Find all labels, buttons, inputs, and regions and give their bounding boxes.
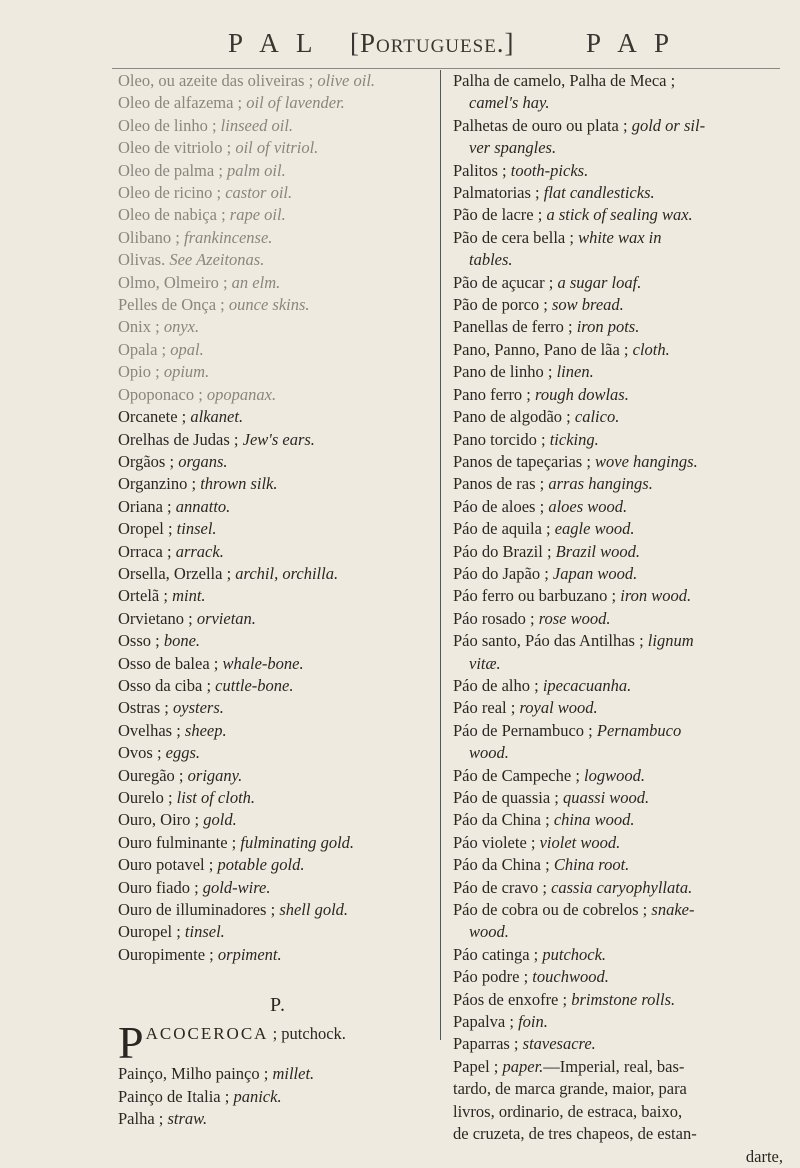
entry-translation: fulminating gold. <box>240 832 355 852</box>
entry-term: Orgãos ; <box>118 451 179 471</box>
entry-translation: palm oil. <box>227 160 286 180</box>
dictionary-entry <box>453 944 783 966</box>
entry-term: Páo de aloes ; <box>453 496 549 516</box>
dictionary-entry <box>453 877 783 899</box>
dictionary-entry <box>453 608 783 630</box>
entry-term: Ovelhas ; <box>118 720 185 740</box>
entry-term: Ostras ; <box>118 698 173 718</box>
entry-term: Páo ferro ou barbuzano ; <box>453 586 621 606</box>
entry-term: Oleo de alfazema ; <box>118 93 247 113</box>
first-p-entry <box>118 1017 438 1069</box>
entry-translation: panick. <box>233 1086 282 1106</box>
entry-translation: alkanet. <box>190 407 244 427</box>
dictionary-entry <box>453 809 783 831</box>
dictionary-entry <box>118 608 438 630</box>
entry-translation: ipecacuanha. <box>542 675 632 695</box>
entry-translation: royal wood. <box>519 698 598 718</box>
entry-translation: linen. <box>556 362 594 382</box>
entry-term: Onix ; <box>118 317 164 337</box>
entry-translation: foin. <box>518 1012 548 1032</box>
entry-translation: sow bread. <box>551 295 624 315</box>
entry-term: Ortelã ; <box>118 586 173 606</box>
entry-translation: bone. <box>163 631 201 651</box>
entry-translation: annatto. <box>175 496 231 516</box>
entry-term: Pano ferro ; <box>453 384 536 404</box>
entry-translation: ounce skins. <box>228 295 310 315</box>
entry-translation: a stick of sealing wax. <box>546 205 693 225</box>
dictionary-entry <box>118 137 438 159</box>
papel-line: darte, <box>745 1146 783 1166</box>
entry-translation: orpiment. <box>217 944 282 964</box>
entry-term: Pelles de Onça ; <box>118 295 229 315</box>
left-column <box>118 70 438 1130</box>
entry-translation: lignum <box>647 631 694 651</box>
entry-term: Oropel ; <box>118 519 177 539</box>
header-right: P A P <box>586 28 676 58</box>
papel-head: Papel ; <box>453 1056 503 1076</box>
entry-translation: camel's hay. <box>469 93 550 113</box>
entry-translation: touchwood. <box>532 967 609 987</box>
entry-translation: linseed oil. <box>220 115 294 135</box>
entry-term: Panos de ras ; <box>453 474 549 494</box>
entry-translation: aloes wood. <box>548 496 628 516</box>
dictionary-entry <box>453 473 783 495</box>
dictionary-entry <box>118 272 438 294</box>
entry-term: Ouregão ; <box>118 765 188 785</box>
entry-translation: Jew's ears. <box>242 429 315 449</box>
entry-translation: gold-wire. <box>202 877 271 897</box>
entry-term: Opio ; <box>118 362 164 382</box>
header-left: P A L <box>228 28 319 58</box>
papel-line: livros, ordinario, de estraca, baixo, <box>453 1101 683 1121</box>
entry-translation: ver spangles. <box>469 138 557 158</box>
entry-term: Palhetas de ouro ou plata ; <box>453 115 632 135</box>
dictionary-entry <box>453 160 783 182</box>
dictionary-entry <box>453 966 783 988</box>
first-p-translation: putchock. <box>281 1024 346 1044</box>
dictionary-entry <box>118 675 438 697</box>
entry-term: Orraca ; <box>118 541 176 561</box>
entry-term: Páo de quassia ; <box>453 788 563 807</box>
entry-term: Páo violete ; <box>453 832 540 852</box>
dictionary-entry <box>118 563 438 585</box>
papel-line: tardo, de marca grande, maior, para <box>453 1079 687 1099</box>
entry-translation: rape oil. <box>229 205 286 225</box>
dictionary-entry <box>453 115 783 137</box>
dictionary-entry <box>118 697 438 719</box>
entry-term: Páo rosado ; <box>453 608 539 628</box>
entry-term: Páo de cobra ou de cobrelos ; <box>453 900 652 920</box>
entry-term: Olibano ; <box>118 227 184 247</box>
entry-term: Ouro fiado ; <box>118 877 203 897</box>
entry-translation: arrack. <box>175 541 224 561</box>
dictionary-entry <box>453 921 783 943</box>
entry-translation: tinsel. <box>184 922 225 942</box>
entry-term: Pão de porco ; <box>453 295 552 315</box>
entry-term: Páo santo, Páo das Antilhas ; <box>453 631 648 651</box>
entry-term: Opala ; <box>118 339 171 359</box>
entry-translation: quassi wood. <box>562 788 650 807</box>
entry-term: Osso ; <box>118 631 164 651</box>
entry-translation: vitæ. <box>469 653 501 673</box>
dictionary-entry <box>453 1011 783 1033</box>
dictionary-entry <box>453 361 783 383</box>
entry-translation: thrown silk. <box>200 474 278 494</box>
dictionary-entry <box>118 877 438 899</box>
dictionary-entry <box>453 406 783 428</box>
entry-translation: oil of vitriol. <box>235 138 319 158</box>
dictionary-entry <box>453 720 783 742</box>
entry-term: Palha ; <box>118 1109 168 1129</box>
section-letter-p: P. <box>270 994 286 1017</box>
entry-translation: whale-bone. <box>222 653 304 673</box>
dictionary-entry <box>453 92 783 114</box>
p-rest-entries <box>118 1063 438 1130</box>
entry-translation: iron wood. <box>620 586 692 606</box>
dictionary-entry <box>453 384 783 406</box>
entry-translation: a sugar loaf. <box>557 272 642 292</box>
dictionary-entry <box>118 92 438 114</box>
entry-translation: cloth. <box>632 339 670 359</box>
entry-translation: list of cloth. <box>176 788 256 807</box>
entry-term: Painço, Milho painço ; <box>118 1064 273 1084</box>
entry-translation: an elm. <box>231 272 281 292</box>
entry-translation: logwood. <box>584 765 646 785</box>
entry-term: Oriana ; <box>118 496 176 516</box>
dictionary-entry <box>118 1063 438 1085</box>
dictionary-entry <box>118 473 438 495</box>
entry-term: Pão de cera bella ; <box>453 227 579 247</box>
entry-term: Opoponaco ; <box>118 384 207 404</box>
entry-translation: China root. <box>553 855 630 875</box>
entry-term: Panos de tapeçarias ; <box>453 451 596 471</box>
entry-term: Pano de linho ; <box>453 362 557 382</box>
dictionary-entry <box>118 294 438 316</box>
right-entries <box>453 70 783 1056</box>
entry-translation: shell gold. <box>279 900 349 920</box>
entry-term: Oleo de linho ; <box>118 115 221 135</box>
entry-term: Orcanete ; <box>118 407 191 427</box>
dictionary-entry <box>118 653 438 675</box>
dictionary-entry <box>118 406 438 428</box>
header-rule <box>112 68 780 69</box>
entry-term: Ovos ; <box>118 743 166 763</box>
dictionary-entry <box>453 137 783 159</box>
entry-translation: iron pots. <box>576 317 640 337</box>
dictionary-entry <box>453 787 783 809</box>
entry-term: Páo real ; <box>453 698 520 718</box>
entry-term: Ouro de illuminadores ; <box>118 900 280 920</box>
dictionary-entry <box>453 675 783 697</box>
left-entries <box>118 70 438 966</box>
entry-translation: wood. <box>469 743 509 763</box>
entry-translation: Brazil wood. <box>555 541 641 561</box>
entry-translation: gold. <box>203 810 237 830</box>
dictionary-entry <box>118 182 438 204</box>
dictionary-entry <box>118 742 438 764</box>
dictionary-entry <box>453 989 783 1011</box>
dictionary-entry <box>118 227 438 249</box>
entry-term: Palmatorias ; <box>453 183 544 203</box>
dictionary-entry <box>453 541 783 563</box>
entry-translation: calico. <box>574 407 620 427</box>
entry-term: Organzino ; <box>118 474 201 494</box>
entry-translation: Pernambuco <box>596 720 682 740</box>
dictionary-entry <box>118 899 438 921</box>
entry-term: Páo do Japão ; <box>453 563 553 583</box>
entry-translation: sheep. <box>184 720 227 740</box>
entry-term: Oleo de nabiça ; <box>118 205 230 225</box>
entry-term: Palitos ; <box>453 160 511 180</box>
entry-translation: brimstone rolls. <box>571 989 676 1009</box>
entry-translation: flat candlesticks. <box>543 183 655 203</box>
dictionary-entry <box>118 451 438 473</box>
entry-translation: millet. <box>272 1064 315 1084</box>
entry-term: Ouro potavel ; <box>118 855 218 875</box>
dictionary-entry <box>453 585 783 607</box>
dictionary-entry <box>118 720 438 742</box>
dictionary-entry <box>118 541 438 563</box>
entry-term: Ouropel ; <box>118 922 185 942</box>
entry-term: Olivas. <box>118 250 170 270</box>
entry-term: Pão de açucar ; <box>453 272 558 292</box>
dictionary-entry <box>118 316 438 338</box>
papel-translation: paper. <box>502 1056 544 1076</box>
dictionary-entry <box>118 630 438 652</box>
dictionary-entry <box>118 496 438 518</box>
entry-term: Páo de alho ; <box>453 675 543 695</box>
dictionary-entry <box>118 1108 438 1130</box>
page-header <box>0 28 800 68</box>
dictionary-entry <box>453 70 783 92</box>
entry-term: Painço de Italia ; <box>118 1086 234 1106</box>
dictionary-entry <box>453 316 783 338</box>
dictionary-entry <box>453 294 783 316</box>
dictionary-entry <box>453 697 783 719</box>
dictionary-entry <box>118 361 438 383</box>
dictionary-entry <box>118 854 438 876</box>
entry-translation: opal. <box>170 339 204 359</box>
entry-translation: potable gold. <box>217 855 305 875</box>
entry-translation: origany. <box>187 765 243 785</box>
header-middle: [Portuguese.] <box>350 28 515 58</box>
entry-translation: olive oil. <box>317 71 376 90</box>
dictionary-entry <box>453 765 783 787</box>
entry-translation: arras hangings. <box>548 474 653 494</box>
entry-term: Páo do Brazil ; <box>453 541 556 561</box>
entry-translation: eggs. <box>165 743 201 763</box>
entry-translation: violet wood. <box>539 832 621 852</box>
entry-translation: wove hangings. <box>595 451 698 471</box>
entry-term: Pano de algodão ; <box>453 407 575 427</box>
entry-translation: stavesacre. <box>522 1034 596 1054</box>
entry-term: Páo de aquila ; <box>453 519 555 539</box>
dictionary-entry <box>118 339 438 361</box>
entry-translation: rough dowlas. <box>535 384 629 404</box>
entry-translation: See Azeitonas. <box>169 250 265 270</box>
dictionary-entry <box>118 70 438 92</box>
papel-entry <box>453 1056 783 1078</box>
first-p-term: ACOCEROCA <box>145 1024 269 1044</box>
entry-translation: straw. <box>167 1109 208 1129</box>
entry-term: Páo da China ; <box>453 810 554 830</box>
dictionary-entry <box>453 854 783 876</box>
entry-term: Pano torcido ; <box>453 429 550 449</box>
entry-term: Osso de balea ; <box>118 653 223 673</box>
entry-term: Orsella, Orzella ; <box>118 563 236 583</box>
entry-translation: tooth-picks. <box>510 160 589 180</box>
entry-translation: opium. <box>163 362 210 382</box>
entry-translation: mint. <box>172 586 206 606</box>
entry-term: Páo da China ; <box>453 855 554 875</box>
dictionary-entry <box>453 182 783 204</box>
entry-term: Páo de Pernambuco ; <box>453 720 597 740</box>
dictionary-entry <box>453 451 783 473</box>
dictionary-entry <box>118 518 438 540</box>
entry-term: Páo de Campeche ; <box>453 765 585 785</box>
dictionary-entry <box>118 429 438 451</box>
entry-translation: cuttle-bone. <box>215 675 294 695</box>
entry-term: Ouro, Oiro ; <box>118 810 204 830</box>
dictionary-entry <box>118 765 438 787</box>
dictionary-entry <box>118 115 438 137</box>
dictionary-entry <box>453 339 783 361</box>
dictionary-entry <box>453 204 783 226</box>
dictionary-entry <box>453 899 783 921</box>
dictionary-entry <box>453 249 783 271</box>
entry-translation: oysters. <box>173 698 224 718</box>
dictionary-entry <box>453 630 783 652</box>
entry-translation: tables. <box>469 250 513 270</box>
entry-translation: white wax in <box>578 227 662 247</box>
dictionary-entry <box>118 832 438 854</box>
dictionary-entry <box>118 249 438 271</box>
first-p-sep: ; <box>268 1024 282 1044</box>
entry-term: Páos de enxofre ; <box>453 989 572 1009</box>
entry-term: Ouro fulminante ; <box>118 832 241 852</box>
entry-translation: castor oil. <box>225 183 293 203</box>
entry-term: Pano, Panno, Pano de lãa ; <box>453 339 633 359</box>
entry-translation: cassia caryophyllata. <box>551 877 693 897</box>
papel-line: de cruzeta, de tres chapeos, de estan- <box>453 1124 697 1144</box>
entry-term: Paparras ; <box>453 1034 523 1054</box>
entry-translation: china wood. <box>553 810 635 830</box>
entry-translation: orvietan. <box>196 608 256 628</box>
dictionary-entry <box>118 787 438 809</box>
dictionary-entry <box>453 272 783 294</box>
entry-translation: ticking. <box>549 429 599 449</box>
entry-term: Oleo de palma ; <box>118 160 228 180</box>
dictionary-entry <box>453 653 783 675</box>
dictionary-entry <box>453 227 783 249</box>
entry-term: Ourelo ; <box>118 788 177 807</box>
dictionary-entry <box>118 944 438 966</box>
entry-term: Oleo de ricino ; <box>118 183 226 203</box>
entry-term: Oleo, ou azeite das oliveiras ; <box>118 71 318 90</box>
entry-translation: wood. <box>469 922 509 942</box>
entry-translation: organs. <box>178 451 228 471</box>
entry-term: Palha de camelo, Palha de Meca ; <box>453 71 676 90</box>
dictionary-entry <box>453 563 783 585</box>
papel-line-0: —Imperial, real, bas- <box>543 1056 685 1076</box>
entry-term: Olmo, Olmeiro ; <box>118 272 232 292</box>
entry-term: Páo podre ; <box>453 967 533 987</box>
dictionary-entry <box>118 160 438 182</box>
dictionary-entry <box>453 429 783 451</box>
entry-term: Páo de cravo ; <box>453 877 552 897</box>
entry-term: Páo catinga ; <box>453 944 543 964</box>
right-column <box>453 70 783 1168</box>
column-divider <box>440 70 441 1040</box>
dictionary-entry <box>118 921 438 943</box>
dictionary-entry <box>453 832 783 854</box>
entry-translation: rose wood. <box>538 608 611 628</box>
entry-translation: opopanax. <box>206 384 277 404</box>
entry-translation: Japan wood. <box>552 563 638 583</box>
dictionary-entry <box>118 204 438 226</box>
dictionary-entry <box>453 742 783 764</box>
entry-translation: archil, orchilla. <box>235 563 339 583</box>
entry-term: Osso da ciba ; <box>118 675 216 695</box>
entry-term: Oleo de vitriolo ; <box>118 138 236 158</box>
dictionary-entry <box>118 384 438 406</box>
entry-translation: tinsel. <box>176 519 217 539</box>
entry-translation: eagle wood. <box>554 519 635 539</box>
dictionary-entry <box>118 585 438 607</box>
entry-translation: onyx. <box>163 317 200 337</box>
drop-cap: P <box>118 1017 144 1069</box>
entry-translation: oil of lavender. <box>246 93 345 113</box>
entry-term: Panellas de ferro ; <box>453 317 577 337</box>
entry-translation: frankincense. <box>184 227 273 247</box>
dictionary-entry <box>453 496 783 518</box>
entry-term: Ouropimente ; <box>118 944 218 964</box>
entry-translation: snake- <box>651 900 695 920</box>
entry-translation: gold or sil- <box>631 115 706 135</box>
dictionary-entry <box>453 518 783 540</box>
entry-term: Papalva ; <box>453 1012 519 1032</box>
dictionary-entry <box>118 809 438 831</box>
entry-translation: putchock. <box>542 944 607 964</box>
entry-term: Pão de lacre ; <box>453 205 547 225</box>
entry-term: Orvietano ; <box>118 608 197 628</box>
entry-term: Orelhas de Judas ; <box>118 429 243 449</box>
dictionary-entry <box>453 1033 783 1055</box>
